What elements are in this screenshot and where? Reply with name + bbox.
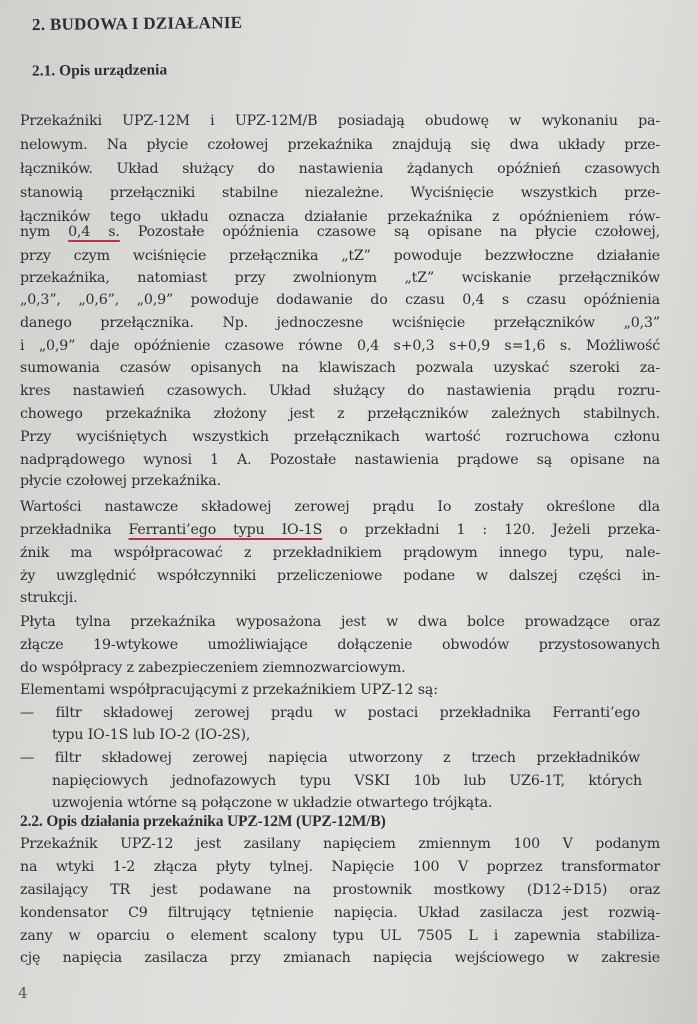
list-item-continuation: uzwojenia wtórne są połączone w układzie otwartego trójkąta. (52, 795, 493, 811)
text-line: Przekaźnik UPZ-12 jest zasilany napięciem zmiennym 100 V podanym (20, 836, 660, 852)
text-line: Elementami współpracującymi z przekaźnikiem UPZ-12 są: (20, 682, 438, 698)
text-line: nadprądowego wynosi 1 A. Pozostałe nastawienia prądowe są opisane na (20, 452, 660, 468)
text-fragment: przekładnika (20, 522, 129, 538)
text-line: nelowym. Na płycie czołowej przekaźnika znajdują się dwa układy prze- (20, 137, 660, 153)
text-line: i „0,9” daje opóźnienie czasowe równe 0,4 s+0,3 s+0,9 s=1,6 s. Możliwość (20, 338, 660, 354)
underlined-transformer-type: Ferranti’ego typu IO-1S (128, 522, 323, 538)
text-line: łączników. Układ służący do nastawienia żądanych opóźnień czasowych (20, 161, 660, 177)
section-title-2-2: 2.2. Opis działania przekaźnika UPZ-12M (UPZ-12M/B) (20, 813, 386, 830)
text-line: danego przełącznika. Np. jednoczesne wciśnięcie przełączników „0,3” (20, 315, 660, 331)
text-line (20, 520, 660, 540)
text-line: przekaźnika, natomiast przy zwolnionym „tZ” wciskanie przełączników (20, 270, 660, 286)
text-line (20, 222, 660, 242)
text-line: płycie czołowej przekaźnika. (20, 473, 221, 489)
text-line: Wartości nastawcze składowej zerowej prądu Io zostały określone dla (20, 499, 660, 515)
list-item-continuation: napięciowych jednofazowych typu VSKI 10b lub UZ6-1T, których (52, 773, 642, 789)
text-line: cję napięcia zasilacza przy zmianach napięcia wejściowego w zakresie (20, 950, 660, 966)
text-fragment: o przekładni 1 : 120. Jeżeli przeka- (339, 522, 660, 538)
list-item-continuation: typu IO-1S lub IO-2 (IO-2S), (52, 727, 251, 743)
text-line: zany w oparciu o element scalony typu UL 7505 L i zapewnia stabiliza- (20, 928, 660, 944)
dash-bullet: — (20, 750, 35, 766)
chapter-title: 2. BUDOWA I DZIAŁANIE (31, 12, 243, 35)
text-line: kres nastawień czasowych. Układ służący do nastawienia prądu rozru- (20, 383, 660, 399)
text-line: Płyta tylna przekaźnika wyposażona jest w dwa bolce prowadzące oraz (20, 614, 660, 630)
dash-bullet: — (20, 705, 35, 721)
text-fragment: Pozostałe opóźnienia czasowe są opisane na płycie czołowej, (137, 224, 661, 240)
text-fragment: nym (20, 224, 69, 240)
text-line: źnik ma współpracować z przekładnikiem prądowym innego typu, nale- (20, 545, 660, 561)
text-line: Przekaźniki UPZ-12M i UPZ-12M/B posiadają obudowę w wykonaniu pa- (20, 113, 660, 129)
text-line: przy czym wciśnięcie przełącznika „tZ” powoduje bezzwłoczne działanie (20, 248, 660, 264)
underlined-delay-value: 0,4 s. (68, 224, 120, 240)
list-item-text: filtr składowej zerowej prądu w postaci przekładnika Ferranti’ego (55, 705, 640, 721)
text-line: chowego przekaźnika złożony jest z przełączników zależnych stabilnych. (20, 406, 660, 422)
text-line: na wtyki 1-2 złącza płyty tylnej. Napięcie 100 V poprzez transformator (20, 859, 660, 875)
text-line: stanowią przełączniki stabilne niezależne. Wyciśnięcie wszystkich prze- (20, 185, 660, 201)
text-line: złącze 19-wtykowe umożliwiające dołączenie obwodów przystosowanych (20, 637, 660, 653)
list-item (20, 748, 640, 768)
text-line: strukcji. (20, 590, 78, 606)
text-line: kondensator C9 filtrujący tętnienie napięcia. Układ zasilacza jest rozwią- (20, 905, 660, 921)
list-item (20, 703, 640, 723)
list-item-text: filtr składowej zerowej napięcia utworzony z trzech przekładników (54, 750, 640, 766)
text-line: do współpracy z zabezpieczeniem ziemnozwarciowym. (20, 660, 406, 676)
text-line: zasilający TR jest podawane na prostownik mostkowy (D12÷D15) oraz (20, 882, 660, 898)
section-title-2-1: 2.1. Opis urządzenia (31, 61, 168, 80)
text-line: łączników tego układu oznacza działanie przekaźnika z opóźnieniem rów- (20, 209, 660, 225)
text-line: ży uwzględnić współczynniki przeliczeniowe podane w dalszej części in- (20, 568, 660, 584)
text-line: „0,3”, „0,6”, „0,9” powoduje dodawanie do czasu 0,4 s czasu opóźnienia (20, 292, 660, 308)
text-line: Przy wyciśniętych wszystkich przełącznikach wartość rozruchowa członu (20, 429, 660, 445)
page-number: 4 (18, 984, 28, 1002)
text-line: sumowania czasów opisanych na klawiszach pozwala uzyskać szeroki za- (20, 360, 660, 376)
